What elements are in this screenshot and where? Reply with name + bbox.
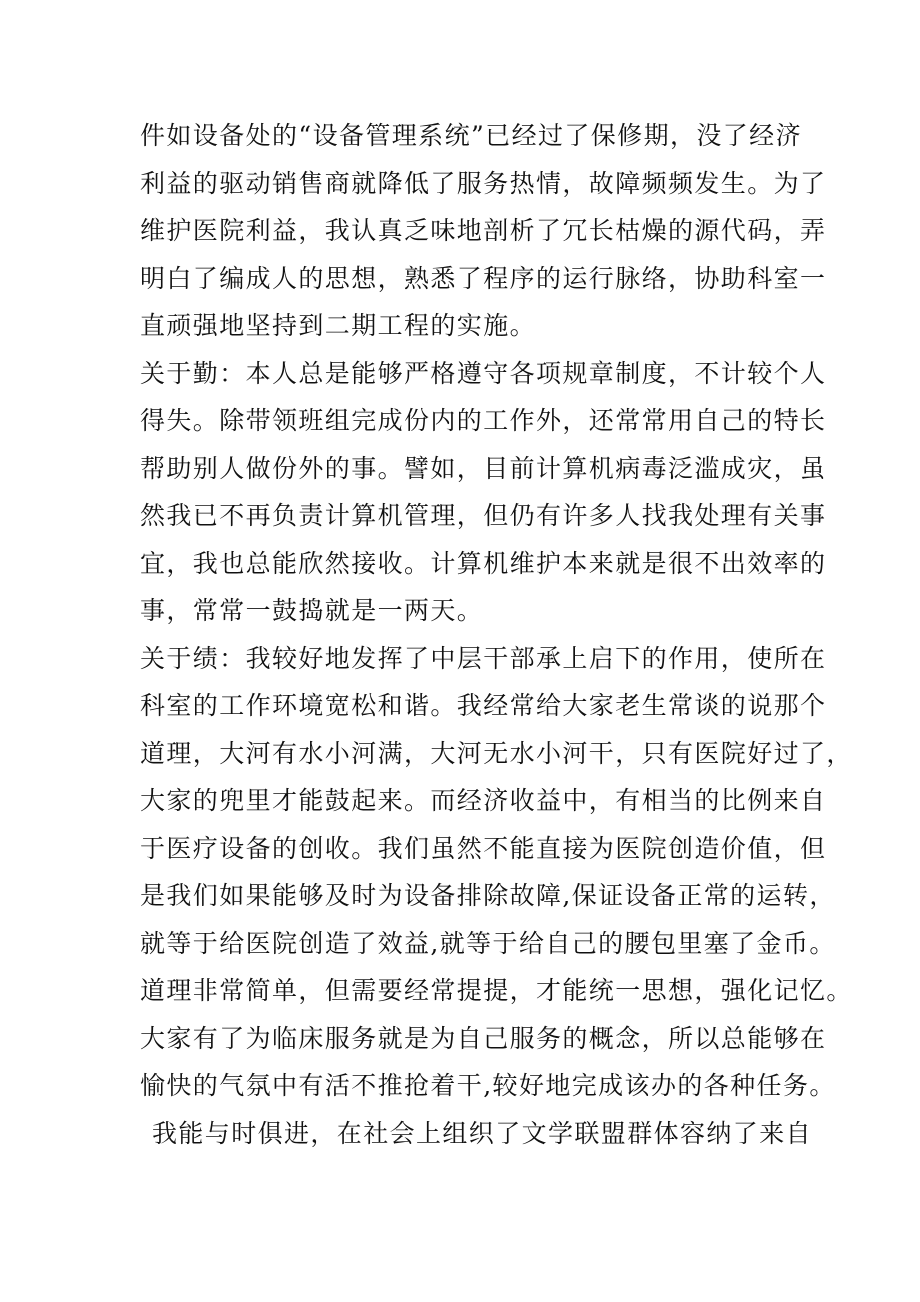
text-line: 愉快的气氛中有活不推抢着干,较好地完成该办的各种任务。 [140,1071,836,1100]
text-line: 我能与时俱进，在社会上组织了文学联盟群体容纳了来自 [152,1118,813,1148]
text-line: 事，常常一鼓捣就是一两天。 [140,596,484,625]
text-line: 宜，我也总能欣然接收。计算机维护本来就是很不出效率的 [140,548,827,578]
text-line: 件如设备处的“设备管理系统”已经过了保修期，没了经济 [140,121,802,150]
text-line: 就等于给医院创造了效益,就等于给自己的腰包里塞了金币。 [140,928,836,958]
text-line: 帮助别人做份外的事。譬如，目前计算机病毒泛滥成灾，虽 [140,453,827,483]
text-line: 关于绩：我较好地发挥了中层干部承上启下的作用，使所在 [140,643,827,673]
text-line: 大家的兜里才能鼓起来。而经济收益中，有相当的比例来自 [140,786,827,815]
text-line: 直顽强地坚持到二期工程的实施。 [140,311,537,340]
text-line: 明白了编成人的思想，熟悉了程序的运行脉络，协助科室一 [140,263,827,293]
text-line: 道理非常简单，但需要经常提提，才能统一思想，强化记忆。 [140,976,853,1005]
text-line: 关于勤：本人总是能够严格遵守各项规章制度，不计较个人 [140,358,827,388]
text-line: 是我们如果能够及时为设备排除故障,保证设备正常的运转， [140,881,836,910]
text-line: 大家有了为临床服务就是为自己服务的概念，所以总能够在 [140,1023,827,1053]
text-line: 然我已不再负责计算机管理，但仍有许多人找我处理有关事 [140,501,827,530]
text-line: 科室的工作环境宽松和谐。我经常给大家老生常谈的说那个 [140,691,827,720]
text-line: 维护医院利益，我认真乏味地剖析了冗长枯燥的源代码，弄 [140,216,827,245]
document-body [140,112,853,1157]
text-line: 于医疗设备的创收。我们虽然不能直接为医院创造价值，但 [140,833,827,863]
text-line: 道理，大河有水小河满，大河无水小河干，只有医院好过了， [140,738,853,768]
text-line: 得失。除带领班组完成份内的工作外，还常常用自己的特长 [140,406,827,435]
text-line: 利益的驱动销售商就降低了服务热情，故障频频发生。为了 [140,168,827,198]
